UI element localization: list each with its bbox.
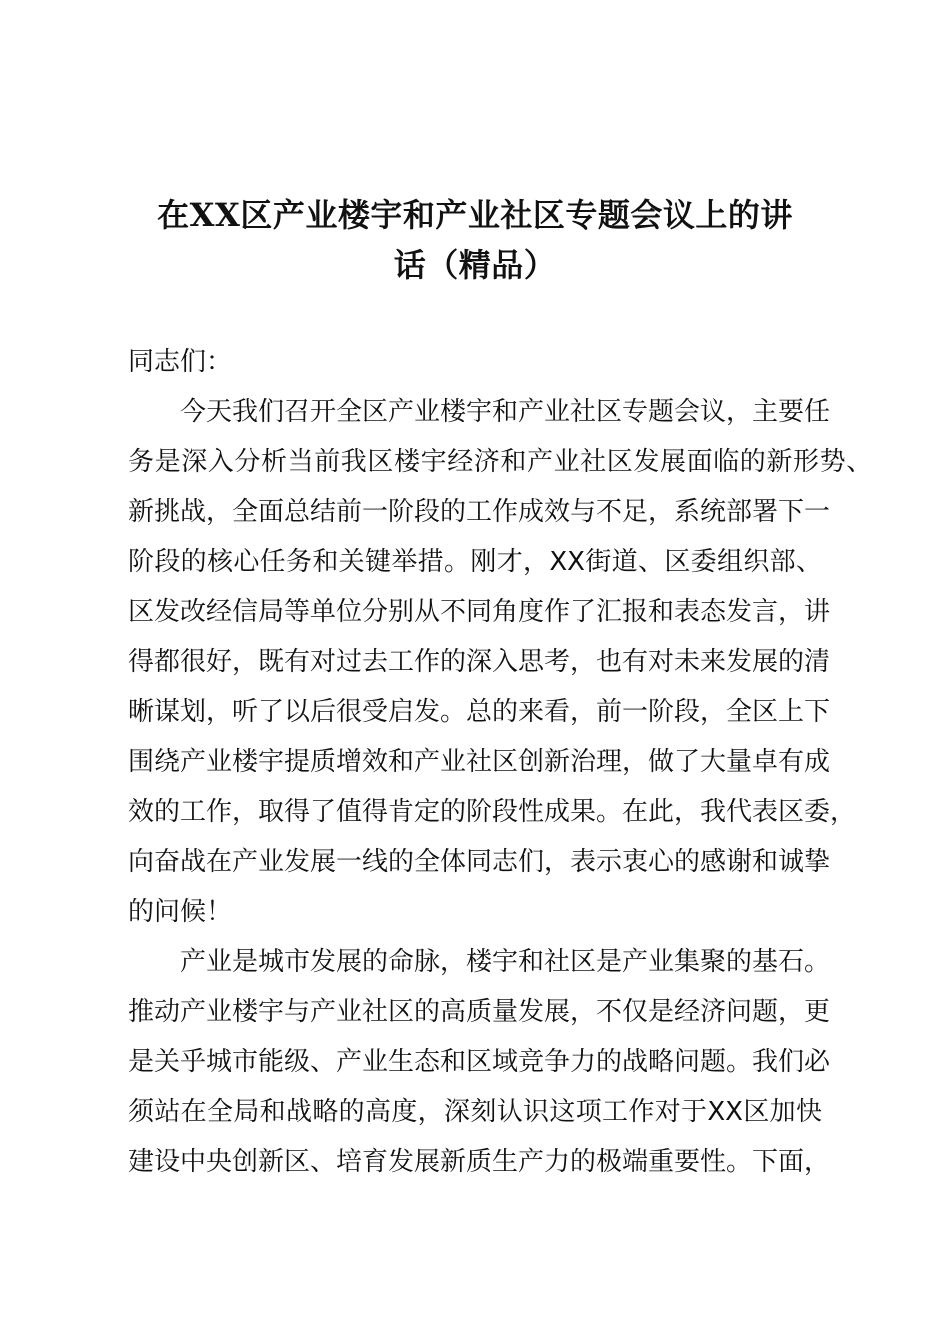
paragraph-line: 得都很好，既有对过去工作的深入思考，也有对未来发展的清 [128,647,831,677]
paragraph-line: 向奋战在产业发展一线的全体同志们，表示衷心的感谢和诚挚 [128,847,831,877]
paragraph-line: 产业是城市发展的命脉，楼宇和社区是产业集聚的基石。 [180,947,831,977]
paragraph-line: 建设中央创新区、培育发展新质生产力的极端重要性。下面， [128,1147,831,1177]
document-title-line-1: 在XX区产业楼宇和产业社区专题会议上的讲 [157,196,793,234]
paragraph-line: 围绕产业楼宇提质增效和产业社区创新治理，做了大量卓有成 [128,747,831,777]
salutation: 同志们： [128,347,233,377]
paragraph-line: 区发改经信局等单位分别从不同角度作了汇报和表态发言，讲 [128,597,831,627]
paragraph-line: 今天我们召开全区产业楼宇和产业社区专题会议，主要任 [180,397,831,427]
paragraph-line: 推动产业楼宇与产业社区的高质量发展，不仅是经济问题，更 [128,997,831,1027]
paragraph-line: 是关乎城市能级、产业生态和区域竞争力的战略问题。我们必 [128,1047,831,1077]
paragraph-line: 务是深入分析当前我区楼宇经济和产业社区发展面临的新形势、 [128,447,873,477]
paragraph-line: 阶段的核心任务和关键举措。刚才，XX街道、区委组织部、 [128,547,822,577]
paragraph-line: 晰谋划，听了以后很受启发。总的来看，前一阶段，全区上下 [128,697,831,727]
paragraph-line: 新挑战，全面总结前一阶段的工作成效与不足，系统部署下一 [128,497,831,527]
document-title-line-2: 话（精品） [393,246,557,284]
paragraph-line: 效的工作，取得了值得肯定的阶段性成果。在此，我代表区委， [128,797,857,827]
paragraph-line: 的问候！ [128,897,233,927]
paragraph-line: 须站在全局和战略的高度，深刻认识这项工作对于XX区加快 [128,1097,822,1127]
